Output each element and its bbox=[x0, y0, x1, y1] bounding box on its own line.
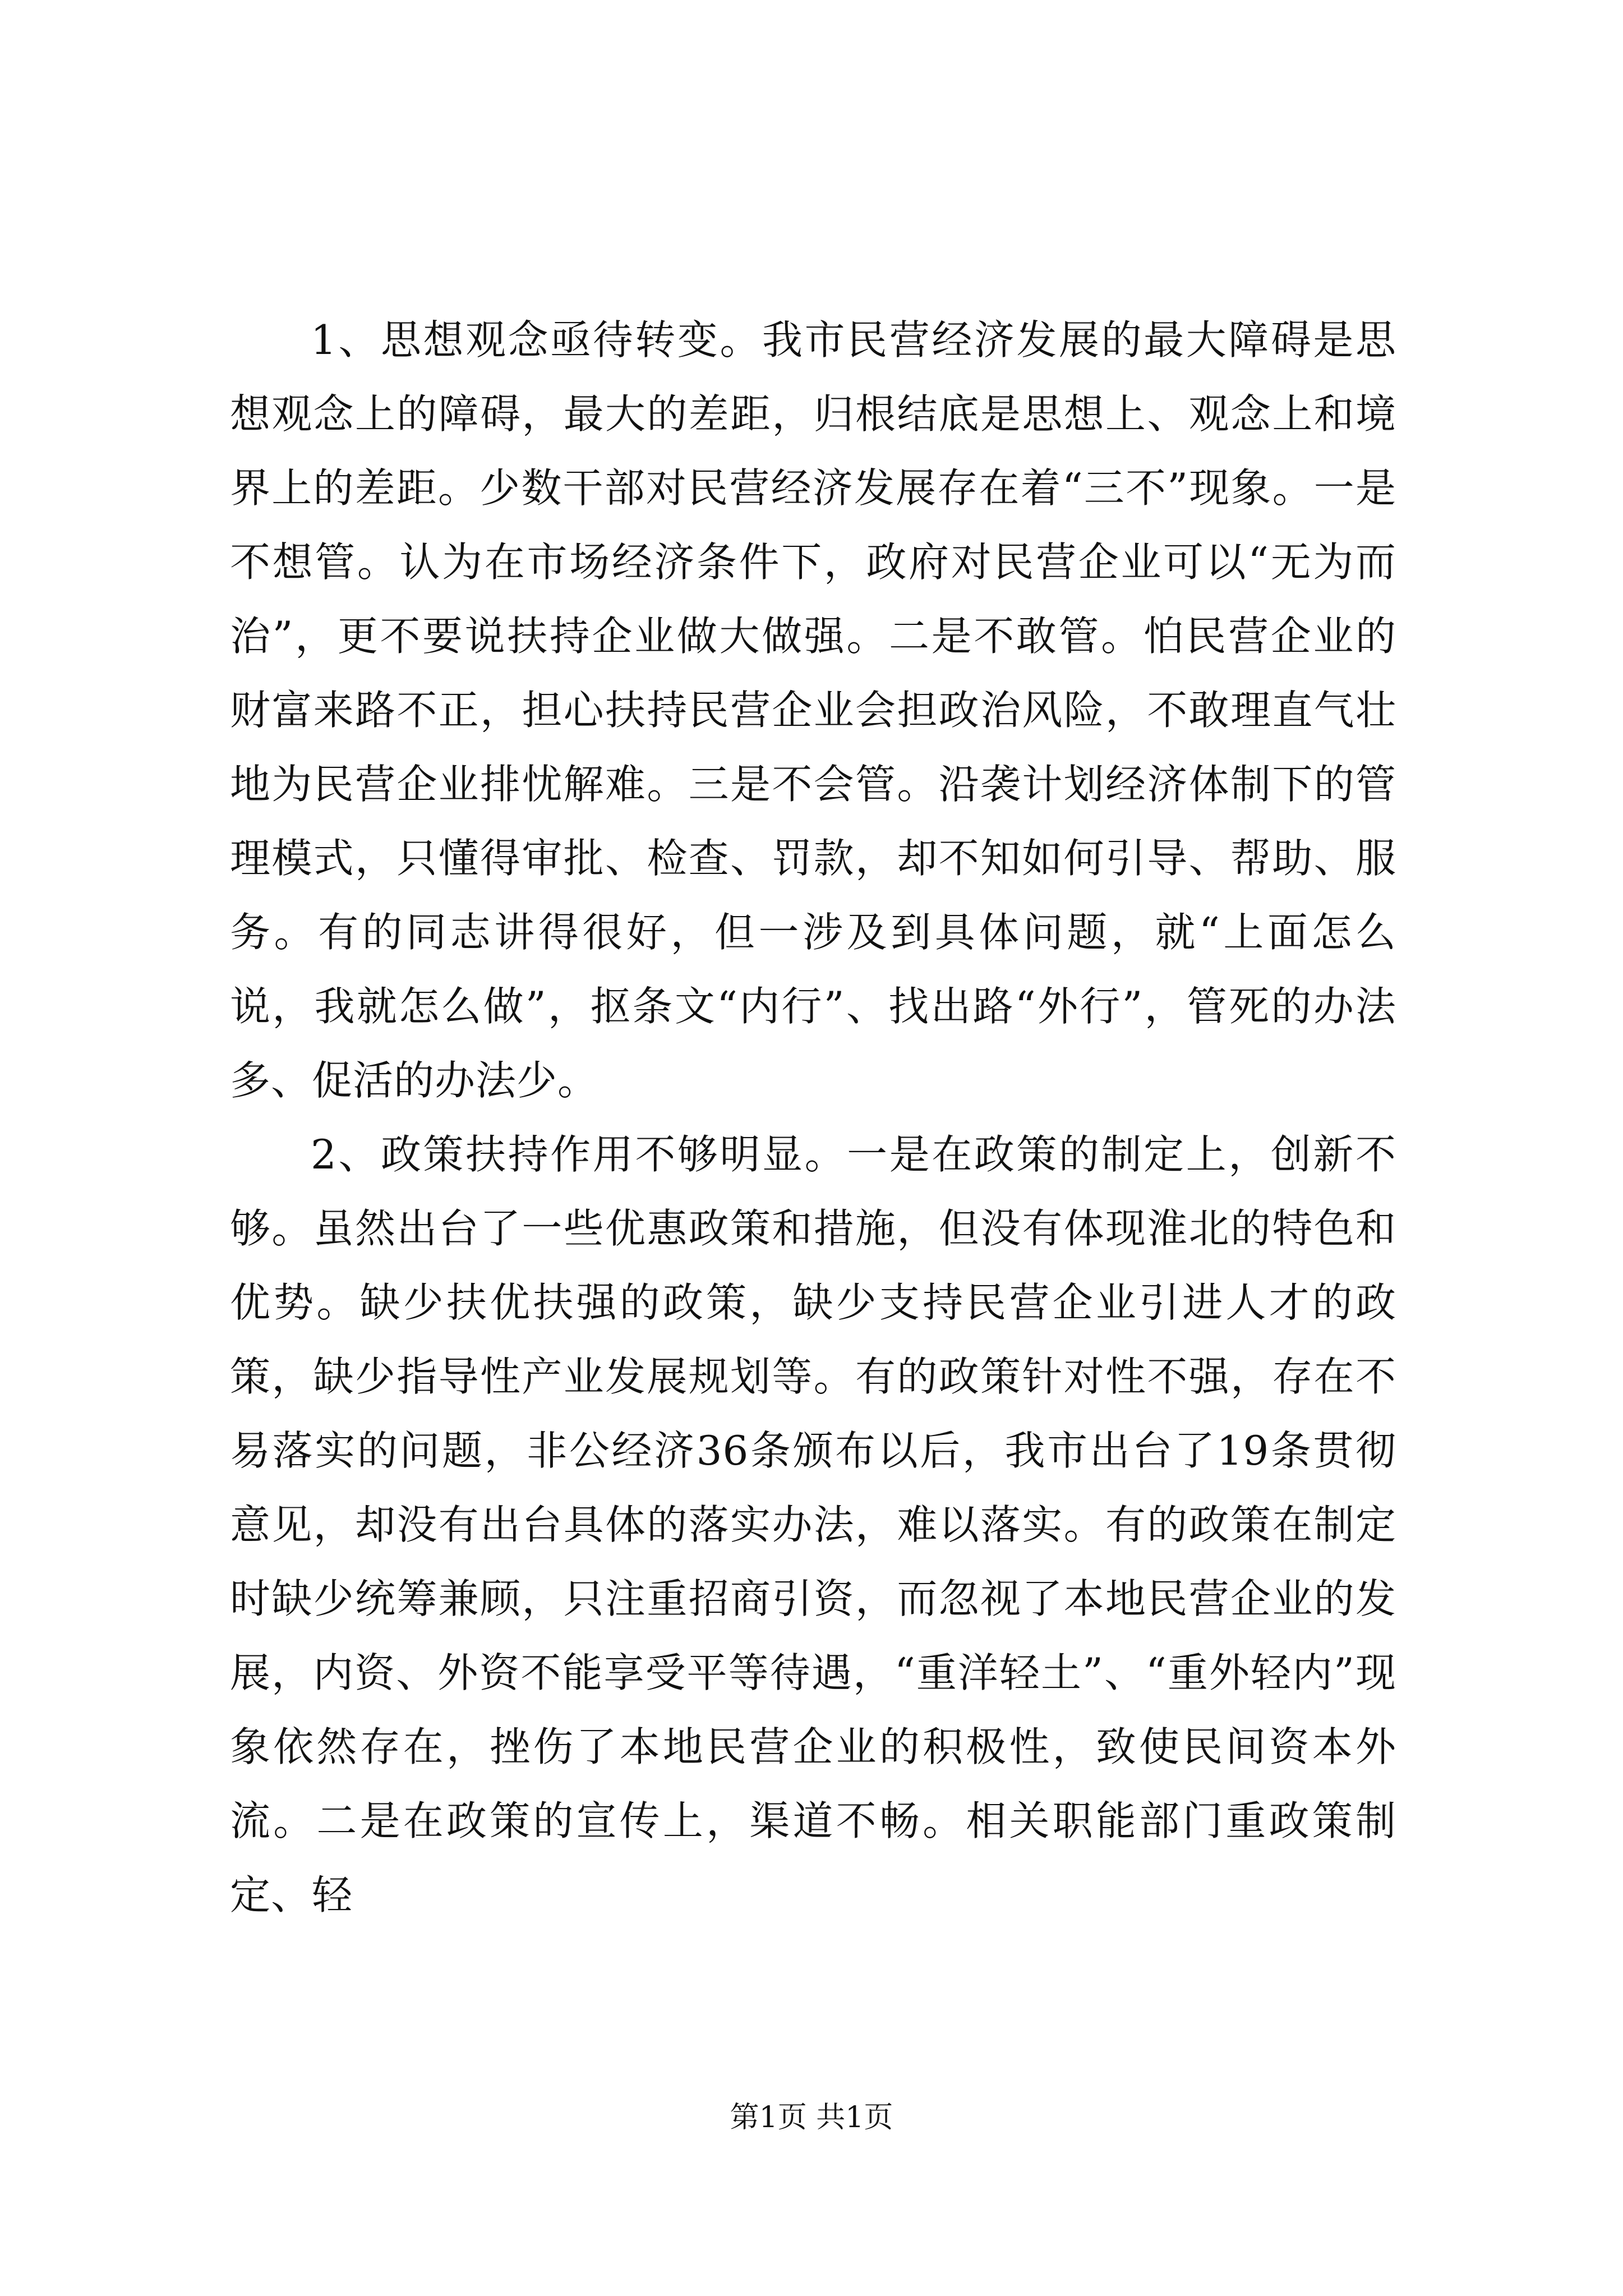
paragraph-1: 1、思想观念亟待转变。我市民营经济发展的最大障碍是思想观念上的障碍，最大的差距，归根结底是思想上、观念上和境界上的差距。少数干部对民营经济发展存在着“三不”现象。一是不想管。认为在市场经济条件下，政府对民营企业可以“无为而治”，更不要说扶持企业做大做强。二是不敢管。怕民营企业的财富来路不正，担心扶持民营企业会担政治风险，不敢理直气壮地为民营企业排忧解难。三是不会管。沿袭计划经济体制下的管理模式，只懂得审批、检查、罚款，却不知如何引导、帮助、服务。有的同志讲得很好，但一涉及到具体问题，就“上面怎么说，我就怎么做”，抠条文“内行”、找出路“外行”，管死的办法多、促活的办法少。 bbox=[230, 316, 1396, 1104]
page-footer: 第1页 共1页 bbox=[730, 2101, 893, 2134]
document-body bbox=[230, 303, 1396, 1932]
paragraph-2: 2、政策扶持作用不够明显。一是在政策的制定上，创新不够。虽然出台了一些优惠政策和措施，但没有体现淮北的特色和优势。缺少扶优扶强的政策，缺少支持民营企业引进人才的政策，缺少指导性产业发展规划等。有的政策针对性不强，存在不易落实的问题，非公经济36条颁布以后，我市出台了19条贯彻意见，却没有出台具体的落实办法，难以落实。有的政策在制定时缺少统筹兼顾，只注重招商引资，而忽视了本地民营企业的发展，内资、外资不能享受平等待遇，“重洋轻土”、“重外轻内”现象依然存在，挫伤了本地民营企业的积极性，致使民间资本外流。二是在政策的宣传上，渠道不畅。相关职能部门重政策制定、轻 bbox=[230, 1131, 1396, 1918]
